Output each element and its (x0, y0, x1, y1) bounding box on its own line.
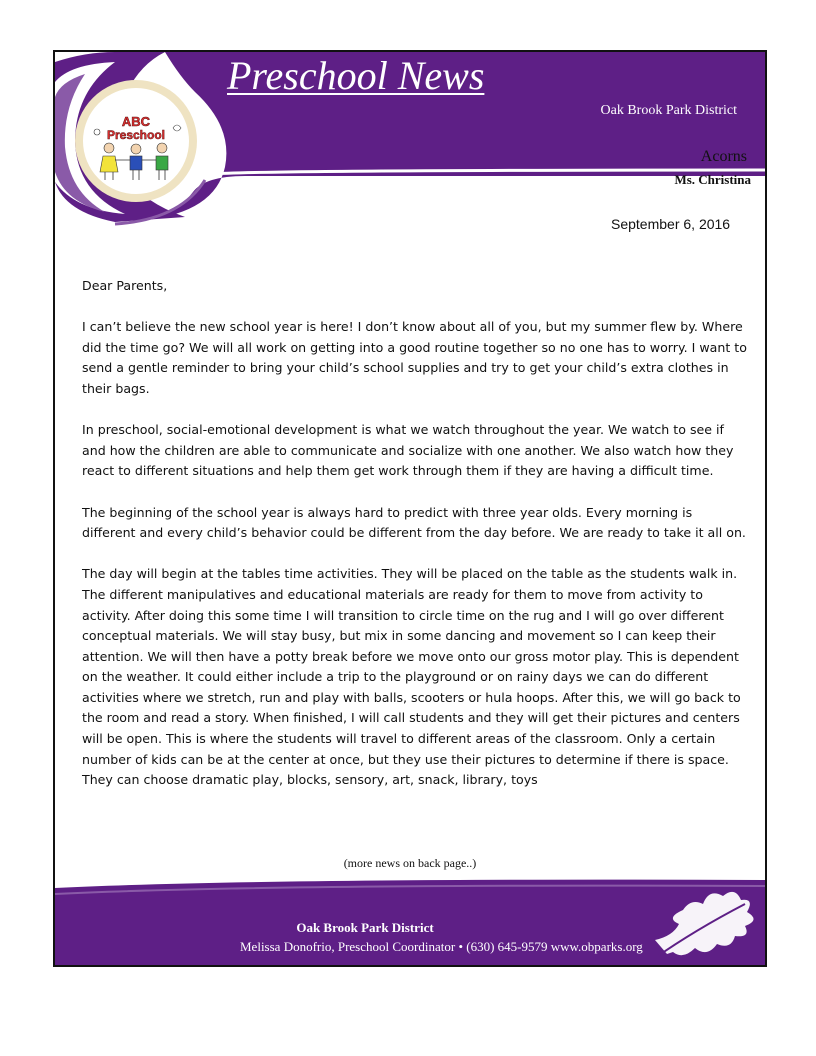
letter-paragraph: The beginning of the school year is always hard to predict with three year olds. Every morning is different and every child’s behavior could be different from the day before. We are ready to take it all on. (82, 504, 746, 541)
logo-ring (75, 80, 197, 202)
teacher-name: Ms. Christina (674, 172, 751, 187)
footer-contact-info: Melissa Donofrio, Preschool Coordinator • (630) 645-9579 www.obparks.org (240, 939, 643, 954)
letter-body (82, 276, 747, 791)
abc-preschool-logo (83, 88, 189, 194)
letter-paragraph: The day will begin at the tables time activities. They will be placed on the table as the students walk in. The different manipulatives and educational materials are ready for them to move from activity to activity. After doing this some time I will transition to circle time on the rug and I will go over different conceptual materials. We will stay busy, but mix in some dancing and movement so I can keep their attention. We will then have a potty break before we move onto our gross motor play. This is dependent on the weather. It could either include a trip to the playground or on rainy days we can do different activities where we stretch, run and play with balls, scooters or hula hoops. After this, we will go back to the room and read a story. When finished, I will call students and they will get their pictures and centers will be open. This is where the students will travel to different areas of the classroom. Only a certain number of kids can be at the center at once, but they use their pictures to determine if there is space. They can choose dramatic play, blocks, sensory, art, snack, library, toys (82, 566, 741, 788)
newsletter-title: Preschool News (227, 53, 485, 98)
svg-text:ABC: ABC (121, 114, 151, 129)
newsletter-page (53, 50, 767, 967)
letter-date: September 6, 2016 (611, 216, 731, 232)
svg-text:Preschool: Preschool (106, 128, 166, 142)
class-name: Acorns (700, 148, 747, 165)
footer-district-name: Oak Brook Park District (296, 920, 434, 935)
district-name: Oak Brook Park District (600, 103, 737, 118)
letter-paragraph: In preschool, social-emotional development is what we watch throughout the year. We watch to see if and how the children are able to communicate and socialize with one another. We also watch how they react to different situations and help them get work through them if they are having a difficult time. (82, 422, 734, 479)
letter-greeting: Dear Parents, (82, 278, 168, 293)
letter-paragraph: I can’t believe the new school year is here! I don’t know about all of you, but my summer flew by. Where did the time go? We will all work on getting into a good routine together so no one has to worry. I want to send a gentle reminder to bring your child’s school supplies and try to get your child’s extra clothes in their bags. (82, 319, 747, 396)
more-news-note: (more news on back page..) (343, 856, 477, 870)
